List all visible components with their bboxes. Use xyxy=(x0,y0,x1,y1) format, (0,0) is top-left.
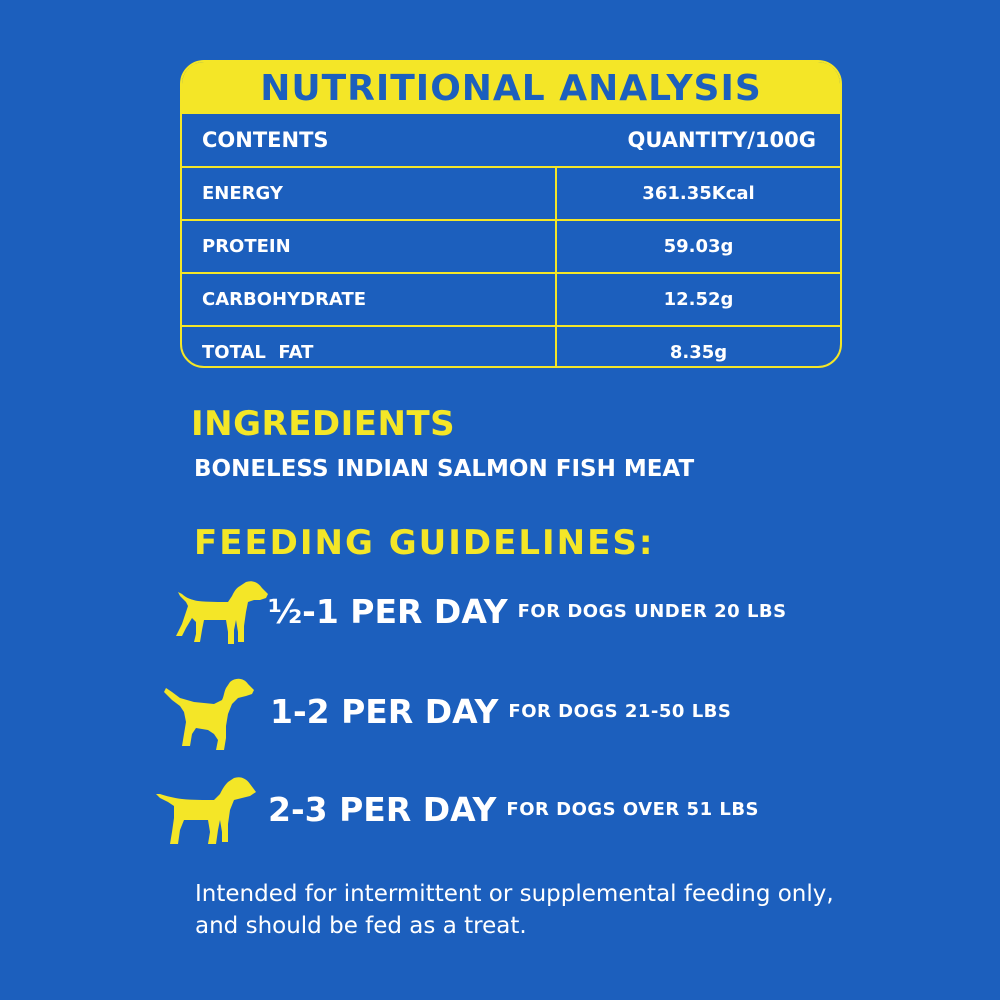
feeding-desc: FOR DOGS OVER 51 LBS xyxy=(506,799,760,820)
feeding-row xyxy=(270,692,731,731)
dog-standing-icon xyxy=(156,774,256,848)
ingredients-title: INGREDIENTS xyxy=(191,404,456,444)
feeding-amount: 2-3 PER DAY xyxy=(268,790,497,829)
row-value: 12.52g xyxy=(663,289,734,310)
nutrition-table xyxy=(180,60,842,368)
feeding-amount: 1-2 PER DAY xyxy=(270,692,499,731)
table-row xyxy=(182,221,840,274)
feeding-row xyxy=(268,592,787,631)
row-name: PROTEIN xyxy=(182,221,557,272)
feeding-amount: ½-1 PER DAY xyxy=(268,592,508,631)
feeding-row xyxy=(268,790,759,829)
row-name: CARBOHYDRATE xyxy=(182,274,557,325)
row-value: 59.03g xyxy=(663,236,734,257)
feeding-note: Intended for intermittent or supplemental feeding only, and should be fed as a treat. xyxy=(195,881,834,939)
dog-sitting-icon xyxy=(164,678,254,752)
feeding-desc: FOR DOGS UNDER 20 LBS xyxy=(517,601,787,622)
header-quantity: QUANTITY/100G xyxy=(627,128,816,152)
row-value: 361.35Kcal xyxy=(642,183,755,204)
feeding-title: FEEDING GUIDELINES: xyxy=(194,523,655,563)
table-row xyxy=(182,168,840,221)
header-contents: CONTENTS xyxy=(202,128,329,152)
row-name: TOTAL FAT xyxy=(182,327,557,368)
row-value: 8.35g xyxy=(669,342,728,363)
feeding-desc: FOR DOGS 21-50 LBS xyxy=(508,701,732,722)
row-name: ENERGY xyxy=(182,168,557,219)
ingredients-text: BONELESS INDIAN SALMON FISH MEAT xyxy=(194,456,695,482)
table-title: NUTRITIONAL ANALYSIS xyxy=(182,62,840,114)
table-row xyxy=(182,327,840,368)
dog-standing-icon xyxy=(176,578,268,648)
table-row xyxy=(182,274,840,327)
table-header xyxy=(182,114,840,168)
